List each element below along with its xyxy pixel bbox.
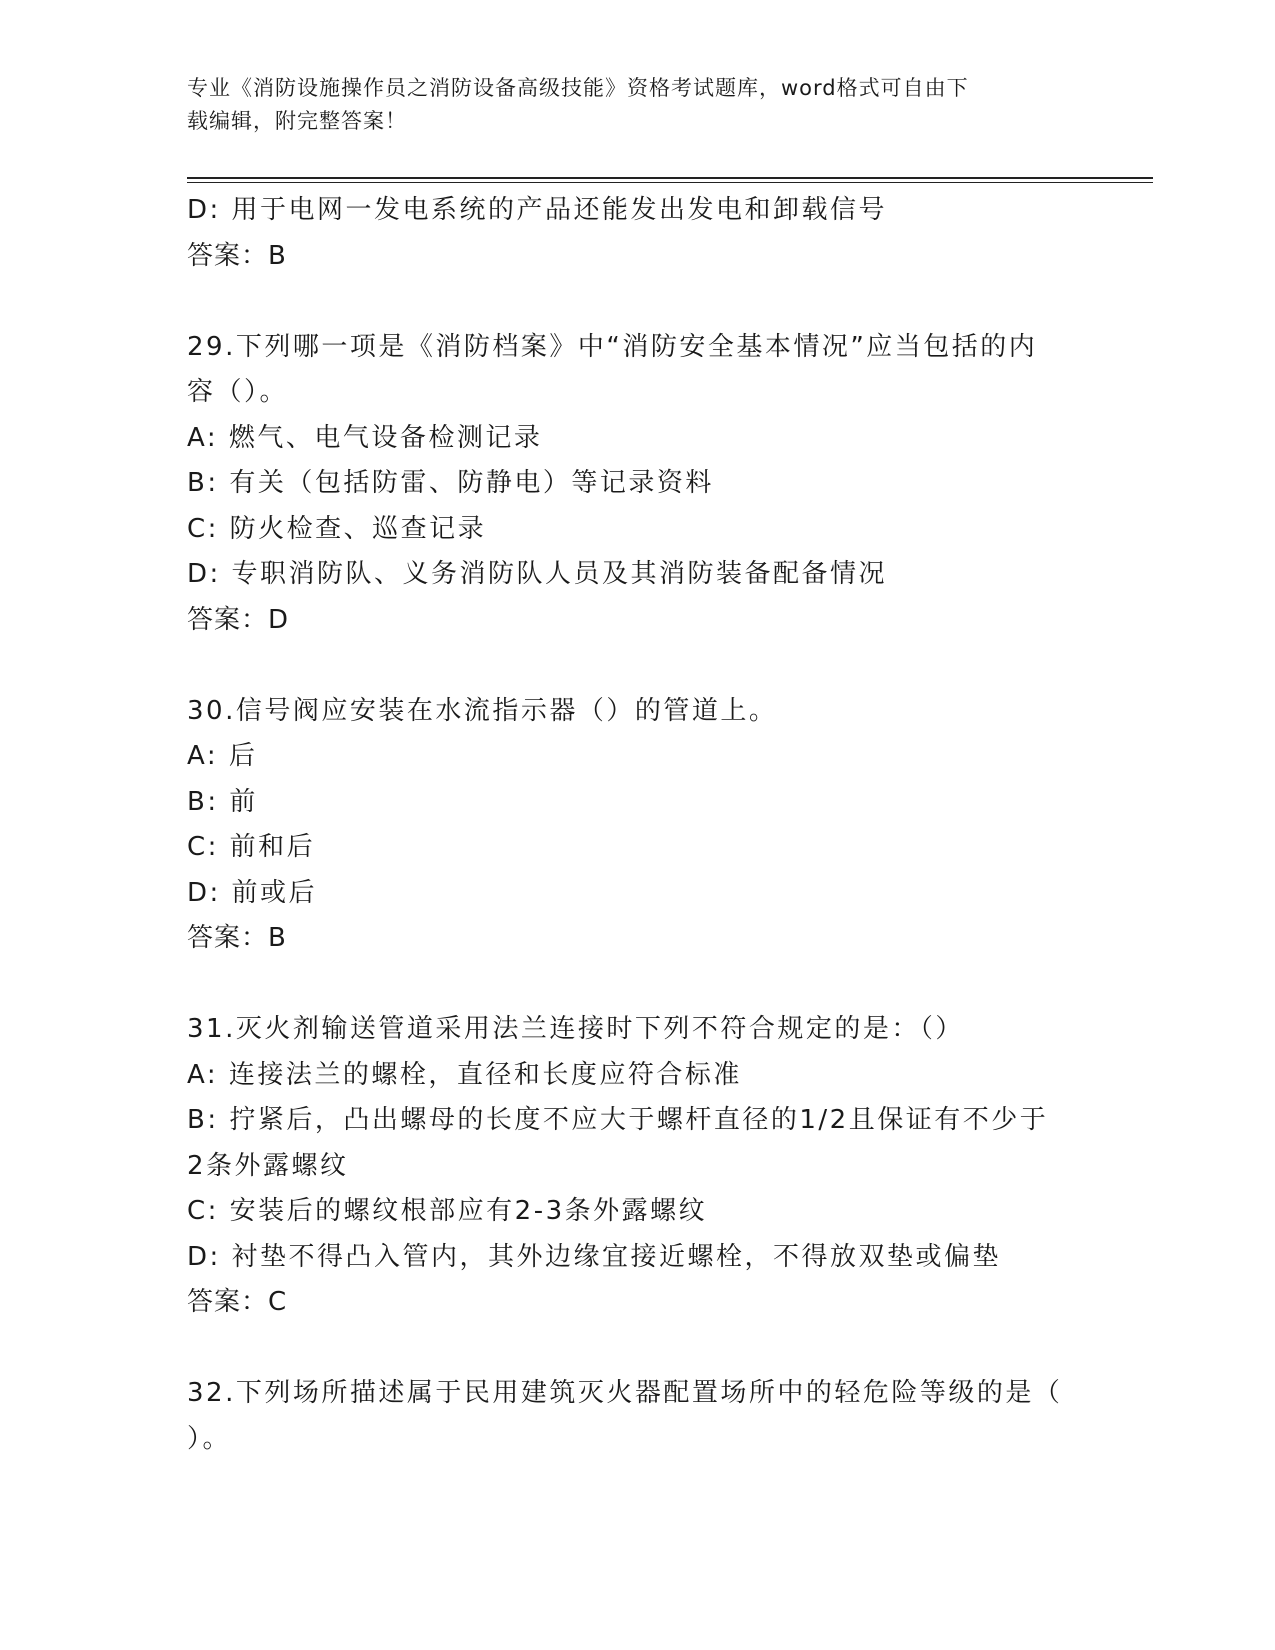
option-d: D: 用于电网一发电系统的产品还能发出发电和卸载信号 xyxy=(187,195,888,225)
question-30 xyxy=(187,689,1087,962)
question-stem-cont: 容（）。 xyxy=(187,377,289,407)
question-stem-cont: ）。 xyxy=(187,1423,232,1454)
question-stem: 30.信号阀应安装在水流指示器（）的管道上。 xyxy=(187,695,778,726)
option-b: B: 拧紧后，凸出螺母的长度不应大于螺杆直径的1/2且保证有不少于 xyxy=(187,1105,1049,1135)
option-a: A: 后 xyxy=(187,741,258,771)
option-c: C: 前和后 xyxy=(187,832,316,862)
header-line-1: 专业《消防设施操作员之消防设备高级技能》资格考试题库，word格式可自由下 xyxy=(187,76,969,100)
header-divider-thin xyxy=(187,182,1153,183)
option-d: D: 专职消防队、义务消防队人员及其消防装备配备情况 xyxy=(187,559,888,589)
option-b: B: 前 xyxy=(187,786,258,817)
answer-label: 答案： xyxy=(187,1287,269,1317)
answer-label: 答案： xyxy=(187,923,269,953)
option-a: A: 连接法兰的螺栓，直径和长度应符合标准 xyxy=(187,1059,742,1090)
page-header xyxy=(187,72,1067,138)
question-29 xyxy=(187,325,1087,644)
header-line-2: 载编辑，附完整答案！ xyxy=(187,109,407,133)
option-c: C: 安装后的螺纹根部应有2-3条外露螺纹 xyxy=(187,1196,708,1226)
spacer xyxy=(187,279,1087,325)
question-stem: 31.灭火剂输送管道采用法兰连接时下列不符合规定的是：（） xyxy=(187,1014,964,1044)
question-31 xyxy=(187,1007,1087,1326)
answer-line xyxy=(187,1280,1087,1326)
answer-line xyxy=(187,234,1087,280)
option-d: D: 前或后 xyxy=(187,877,318,908)
question-28-continued xyxy=(187,188,1087,279)
option-a: A: 燃气、电气设备检测记录 xyxy=(187,422,543,453)
answer-line xyxy=(187,598,1087,644)
answer-value: B xyxy=(268,240,287,271)
answer-line xyxy=(187,916,1087,962)
header-divider-thick xyxy=(187,177,1153,179)
option-b: B: 有关（包括防雷、防静电）等记录资料 xyxy=(187,468,714,498)
option-c: C: 防火检查、巡查记录 xyxy=(187,513,487,544)
option-b-cont: 2条外露螺纹 xyxy=(187,1150,349,1181)
spacer xyxy=(187,962,1087,1008)
spacer xyxy=(187,643,1087,689)
question-stem: 32.下列场所描述属于民用建筑灭火器配置场所中的轻危险等级的是（ xyxy=(187,1378,1063,1408)
question-list xyxy=(187,188,1087,1462)
option-d: D: 衬垫不得凸入管内，其外边缘宜接近螺栓，不得放双垫或偏垫 xyxy=(187,1241,1002,1272)
answer-value: D xyxy=(268,604,290,635)
question-32 xyxy=(187,1371,1087,1462)
answer-label: 答案： xyxy=(187,604,269,635)
question-stem: 29.下列哪一项是《消防档案》中“消防安全基本情况”应当包括的内 xyxy=(187,331,1038,362)
answer-label: 答案： xyxy=(187,240,269,271)
answer-value: B xyxy=(268,923,287,953)
spacer xyxy=(187,1326,1087,1372)
answer-value: C xyxy=(268,1287,288,1317)
